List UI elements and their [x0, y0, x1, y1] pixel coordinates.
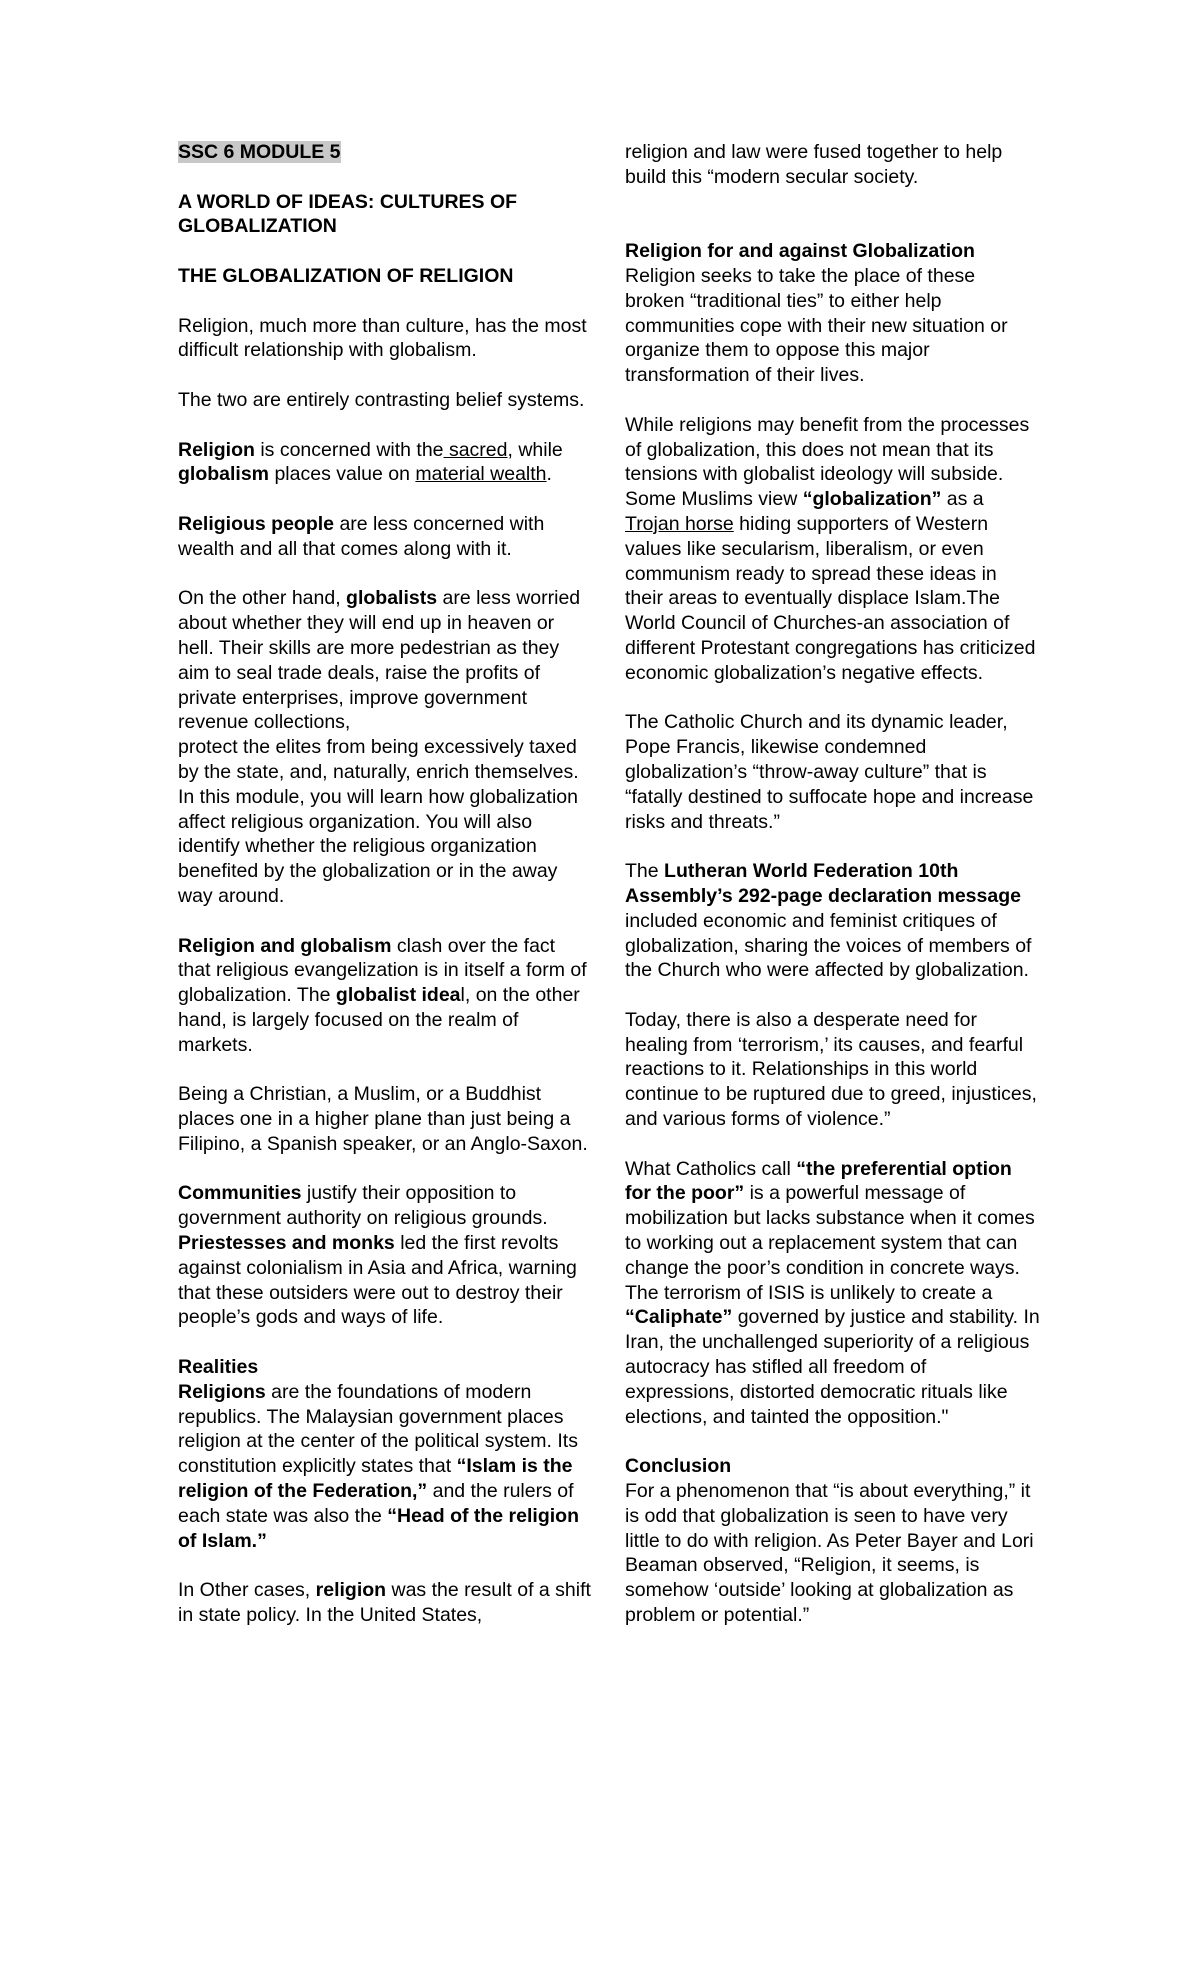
paragraph-catholic-church: The Catholic Church and its dynamic leader, Pope Francis, likewise condemned globalization’s “throw-away culture” that is “fatally destined to suffocate hope and increase risks and threats.”: [625, 711, 1034, 833]
left-column: [178, 140, 593, 1653]
paragraph-clash: Religion and globalism clash over the fact that religious evangelization is in itself a form of globalization. The globalist ideal, on the other hand, is largely focused on the realm of markets.: [178, 934, 587, 1056]
paragraph-communities: Communities justify their opposition to government authority on religious grounds. Priestesses and monks led the first revolts against colonialism in Asia and Africa, warning that these outsiders were out to destroy their people’s gods and ways of life.: [178, 1182, 577, 1329]
section-title: THE GLOBALIZATION OF RELIGION: [178, 264, 514, 287]
paragraph-intro: Religion, much more than culture, has the most difficult relationship with globalism.: [178, 314, 587, 362]
paragraph-other-cases: In Other cases, religion was the result of a shift in state policy. In the United States,: [178, 1579, 591, 1627]
module-label: [178, 140, 593, 165]
paragraph-conclusion: Conclusion For a phenomenon that “is about everything,” it is odd that globalization is seen to have very little to do with religion. As Peter Bayer and Lori Beaman observed, “Religion, it seems, is somehow ‘outside’ looking at globalization as problem or potential.”: [625, 1455, 1034, 1627]
heading-realities: Realities: [178, 1356, 259, 1379]
paragraph-secular-society: religion and law were fused together to help build this “modern secular society.: [625, 141, 1003, 188]
paragraph-preferential-option: What Catholics call “the preferential option for the poor” is a powerful message of mobilization but lacks substance when it comes to working out a replacement system that can change the poor’s condition in concrete ways. The terrorism of ISIS is unlikely to create a “Caliphate” governed by justice and stability. In Iran, the unchallenged superiority of a religious autocracy has stifled all freedom of expressions, distorted democratic rituals like elections, and tainted the opposition.": [625, 1157, 1040, 1428]
paragraph-religious-people: Religious people are less concerned with wealth and all that comes along with it.: [178, 512, 545, 560]
paragraph-realities: Realities Religions are the foundations of modern republics. The Malaysian government places religion at the center of the political system. Its constitution explicitly states that “Islam is the religion of the Federation,” and the rulers of each state was also the “Head of the religion of Islam.”: [178, 1356, 579, 1552]
paragraph-globalists: On the other hand, globalists are less worried about whether they will end up in heaven or hell. Their skills are more pedestrian as they aim to seal trade deals, raise the profits of private enterprises, improve government revenue collections, protect the elites from being excessively taxed by the state, and, naturally, enrich themselves. In this module, you will learn how globalization affect religious organization. You will also identify whether the religious organization benefited by the globalization or in the away way around.: [178, 587, 581, 907]
right-column: [625, 140, 1040, 1653]
paragraph-higher-plane: Being a Christian, a Muslim, or a Buddhist places one in a higher plane than just being a Filipino, a Spanish speaker, or an Anglo-Saxon.: [178, 1083, 588, 1155]
paragraph-lutheran: The Lutheran World Federation 10th Assembly’s 292-page declaration message included economic and feminist critiques of globalization, sharing the voices of members of the Church who were affected by globalization.: [625, 860, 1032, 982]
paragraph-contrast: The two are entirely contrasting belief systems.: [178, 388, 585, 411]
paragraph-terrorism: Today, there is also a desperate need for healing from ‘terrorism,’ its causes, and fearful reactions to it. Relationships in this world continue to be ruptured due to greed, injustices, and various forms of violence.”: [625, 1008, 1037, 1131]
paragraph-religion-vs-globalism: Religion is concerned with the sacred, while globalism places value on material wealth.: [178, 438, 563, 486]
document-title: A WORLD OF IDEAS: CULTURES OF GLOBALIZATION: [178, 190, 518, 238]
heading-for-and-against: Religion for and against Globalization: [625, 240, 975, 263]
paragraph-tensions: While religions may benefit from the processes of globalization, this does not mean that its tensions with globalist ideology will subside. Some Muslims view “globalization” as a Trojan horse hiding supporters of Western values like secularism, liberalism, or even communism ready to spread these ideas in their areas to eventually displace Islam.The World Council of Churches-an association of different Protestant congregations has criticized economic globalization’s negative effects.: [625, 413, 1036, 684]
paragraph-for-and-against: Religion for and against Globalization Religion seeks to take the place of these broken “traditional ties” to either help communities cope with their new situation or organize them to oppose this major transformation of their lives.: [625, 240, 1008, 387]
module-label-text: SSC 6 MODULE 5: [178, 141, 341, 163]
heading-conclusion: Conclusion: [625, 1455, 732, 1478]
